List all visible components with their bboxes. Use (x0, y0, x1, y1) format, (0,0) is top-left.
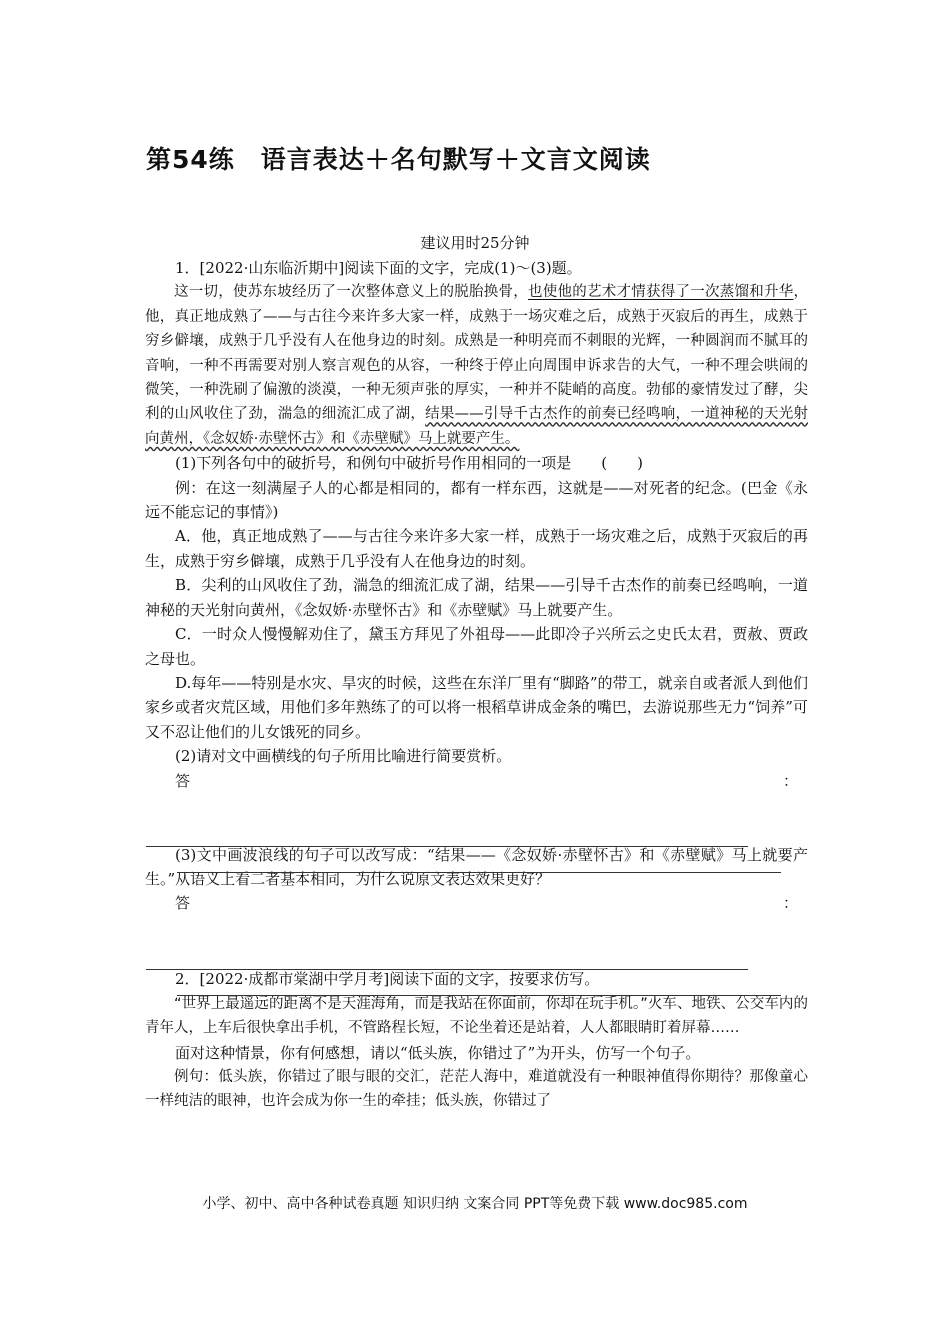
answer-colon: ： (782, 894, 798, 913)
q1-option-b: B．尖利的山风收住了劲，湍急的细流汇成了湖，结果——引导千古杰作的前奏已经鸣响，一道神秘的天光射向黄州，《念奴娇·赤壁怀古》和《赤壁赋》马上就要产生。 (145, 576, 808, 619)
q1-passage-part-b: ，他，真正地成熟了——与古往今来许多大家一样，成熟于一场灾难之后，成熟于灭寂后的再生，成熟于穷乡僻壤，成熟于几乎没有人在他身边的时刻。成熟是一种明亮而不刺眼的光辉，一种圆润而不腻耳的音响，一种不再需要对别人察言观色的从容，一种终于停止向周围申诉求告的大气，一种不理会哄闹的微笑，一种洗刷了偏激的淡漠，一种无须声张的厚实，一种并不陡峭的高度。勃郁的豪情发过了酵，尖利的山风收住了劲，湍急的细流汇成了湖， (145, 284, 808, 423)
page-footer: 小学、初中、高中各种试卷真题 知识归纳 文案合同 PPT等免费下载 www.doc985.com (202, 1196, 748, 1212)
page-title: 第54练 语言表达＋名句默写＋文言文阅读 (146, 145, 651, 174)
time-suggestion: 建议用时25分钟 (420, 234, 530, 252)
answer-label: 答 (175, 894, 191, 913)
q1-sub2-answer-row (145, 769, 808, 793)
q1-sub3-answer-row (145, 891, 808, 915)
answer-space (145, 793, 808, 843)
q2-heading: 2．[2022·成都市棠湖中学月考]阅读下面的文字，按要求仿写。 (175, 970, 600, 989)
q1-option-c: C．一时众人慢慢解劝住了，黛玉方拜见了外祖母——此即冷子兴所云之史氏太君，贾赦、贾政之母也。 (145, 625, 808, 668)
q1-sub2: (2)请对文中画横线的句子所用比喻进行简要赏析。 (175, 747, 512, 766)
q1-passage-part-a: 这一切，使苏东坡经历了一次整体意义上的脱胎换骨， (174, 284, 528, 301)
q1-heading: 1．[2022·山东临沂期中]阅读下面的文字，完成(1)～(3)题。 (175, 259, 582, 277)
answer-colon: ： (782, 771, 798, 790)
q1-option-d: D.每年——特别是水灾、旱灾的时候，这些在东洋厂里有“脚路”的带工，就亲自或者派人到他们家乡或者灾荒区域，用他们多年熟练了的可以将一根稻草讲成金条的嘴巴，去游说那些无力“饲养”可又不忍让他们的儿女饿死的同乡。 (145, 673, 808, 741)
q2-passage: “世界上最遥远的距离不是天涯海角，而是我站在你面前，你却在玩手机。”火车、地铁、公交车内的青年人，上车后很快拿出手机，不管路程长短，不论坐着还是站着，人人都眼睛盯着屏幕…… (145, 995, 808, 1037)
q1-passage (145, 280, 808, 451)
question-body (145, 256, 808, 1114)
q1-option-a: A．他，真正地成熟了——与古往今来许多大家一样，成熟于一场灾难之后，成熟于灭寂后的再生，成熟于穷乡僻壤，成熟于几乎没有人在他身边的时刻。 (145, 527, 808, 570)
answer-blank-line[interactable] (146, 969, 748, 970)
answer-label: 答 (175, 771, 191, 790)
answer-blank-line[interactable] (177, 872, 781, 873)
q1-wavy-sentence: 结果——引导千古杰作的前奏已经鸣响，一道神秘的天光射向黄州，《念奴娇·赤壁怀古》和《赤壁赋》马上就要产生。 (145, 406, 808, 447)
q1-sub1: (1)下列各句中的破折号，和例句中破折号作用相同的一项是 ( ) (175, 454, 643, 473)
q2-example: 例句：低头族，你错过了眼与眼的交汇，茫茫人海中，难道就没有一种眼神值得你期待？那像童心一样纯洁的眼神，也许会成为你一生的牵挂；低头族，你错过了 (145, 1068, 808, 1110)
q2-instruction: 面对这种情景，你有何感想，请以“低头族，你错过了”为开头，仿写一个句子。 (175, 1043, 701, 1062)
answer-blank-line[interactable] (146, 846, 748, 847)
answer-blank-line[interactable] (177, 995, 781, 996)
q1-underlined-sentence: 也使他的艺术才情获得了一次蒸馏和升华 (528, 284, 794, 301)
q1-sub3: (3)文中画波浪线的句子可以改写成：“结果——《念奴娇·赤壁怀古》和《赤壁赋》马上就要产生。”从语义上看二者基本相同，为什么说原文表达效果更好？ (145, 845, 808, 888)
answer-space (145, 915, 808, 967)
q1-example: 例：在这一刻满屋子人的心都是相同的，都有一样东西，这就是——对死者的纪念。(巴金《永远不能忘记的事情》) (145, 478, 808, 522)
